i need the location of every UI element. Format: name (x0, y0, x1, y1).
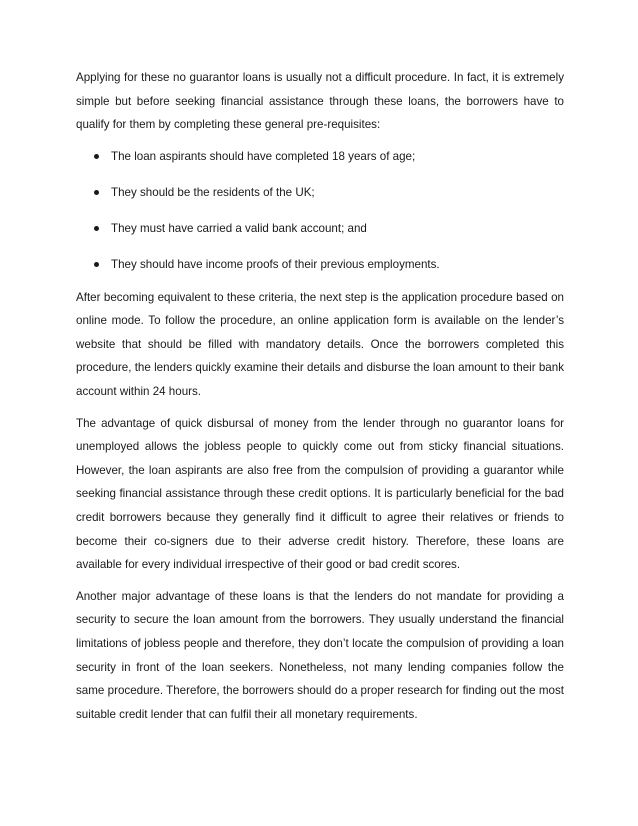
document-page (76, 66, 564, 734)
list-item (76, 145, 564, 169)
bullet-icon (94, 190, 99, 195)
bullet-icon (94, 226, 99, 231)
application-procedure-paragraph: After becoming equivalent to these criteria, the next step is the application procedure based on online mode. To follow the procedure, an online application form is available on the lender’s website that should be filled with mandatory details. Once the borrowers completed this procedure, the lenders quickly examine their details and disburse the loan amount to their bank account within 24 hours. (76, 290, 564, 399)
list-item-text: They should have income proofs of their previous employments. (111, 258, 440, 272)
list-item-text: The loan aspirants should have completed 18 years of age; (111, 149, 416, 163)
bullet-icon (94, 154, 99, 159)
prerequisites-list (76, 145, 564, 277)
no-security-paragraph: Another major advantage of these loans is that the lenders do not mandate for providing a security to secure the loan amount from the borrowers. They usually understand the financial limitations of jobless people and therefore, they don’t locate the compulsion of providing a loan security in front of the loan seekers. Nonetheless, not many lending companies follow the same procedure. Therefore, the borrowers should do a proper research for finding out the most suitable credit lender that can fulfil their all monetary requirements. (76, 589, 564, 721)
intro-paragraph: Applying for these no guarantor loans is usually not a difficult procedure. In fact, it is extremely simple but before seeking financial assistance through these loans, the borrowers have to qualify for them by completing these general pre-requisites: (76, 71, 564, 132)
quick-disbursal-paragraph: The advantage of quick disbursal of money from the lender through no guarantor loans for unemployed allows the jobless people to quickly come out from sticky financial situations. However, the loan aspirants are also free from the compulsion of providing a guarantor while seeking financial assistance through these credit options. It is particularly beneficial for the bad credit borrowers because they generally find it difficult to agree their relatives or friends to become their co-signers due to their adverse credit history. Therefore, these loans are available for every individual irrespective of their good or bad credit scores. (76, 416, 564, 572)
bullet-icon (94, 262, 99, 267)
list-item (76, 181, 564, 205)
list-item (76, 253, 564, 277)
list-item-text: They should be the residents of the UK; (111, 185, 315, 199)
list-item (76, 217, 564, 241)
list-item-text: They must have carried a valid bank account; and (111, 221, 367, 235)
